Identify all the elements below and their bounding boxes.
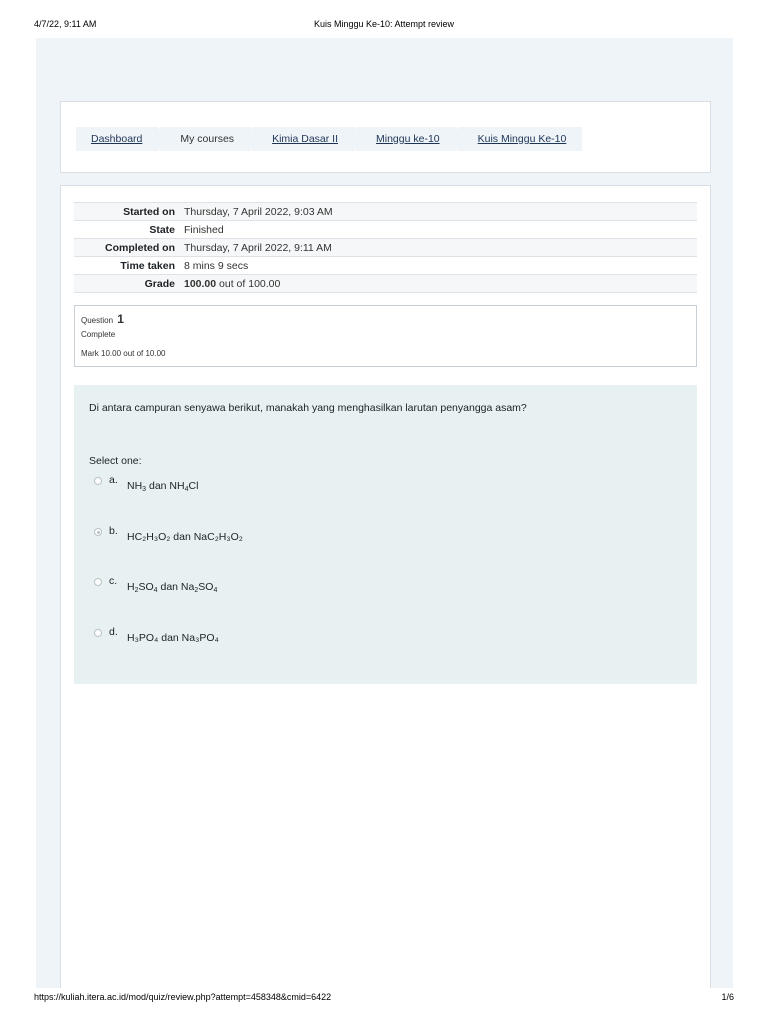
text-part: NH [127, 480, 143, 492]
breadcrumb-label: My courses [180, 133, 235, 145]
attempt-summary-table [74, 202, 697, 293]
question-info-box [74, 305, 697, 367]
subscript: 3 [142, 486, 147, 493]
question-label: Question [81, 316, 114, 325]
text-part: H₃PO₄ dan Na₃PO₄ [127, 632, 219, 644]
summary-key: Grade [74, 275, 179, 293]
text-part: SO [138, 581, 154, 593]
summary-row [74, 221, 697, 239]
radio-button[interactable] [94, 528, 102, 536]
subscript: 4 [213, 587, 218, 594]
print-url: https://kuliah.itera.ac.id/mod/quiz/review.php?attempt=458348&cmid=6422 [34, 992, 332, 1002]
breadcrumb [76, 127, 584, 151]
radio-button[interactable] [94, 477, 102, 485]
print-footer [0, 992, 768, 1006]
question-number-value: 1 [117, 312, 124, 326]
breadcrumb-item-2[interactable] [252, 127, 354, 151]
summary-row [74, 203, 697, 221]
subscript: 4 [184, 486, 189, 493]
question-text: Di antara campuran senyawa berikut, manakah yang menghasilkan larutan penyangga asam? [89, 402, 527, 414]
option-letter: c. [109, 575, 118, 587]
summary-row [74, 239, 697, 257]
attempt-review-card [60, 185, 711, 988]
print-datetime: 4/7/22, 9:11 AM [34, 19, 97, 29]
text-part: SO [198, 581, 214, 593]
summary-value [179, 275, 697, 293]
breadcrumb-label: Kuis Minggu Ke-10 [477, 133, 567, 145]
breadcrumb-item-4[interactable] [458, 127, 583, 151]
summary-row [74, 275, 697, 293]
option-text [127, 581, 217, 593]
summary-value: Finished [179, 221, 697, 239]
grade-score: 100.00 [184, 277, 217, 290]
option-letter: b. [109, 525, 118, 537]
question-number [81, 312, 124, 326]
summary-value: Thursday, 7 April 2022, 9:03 AM [179, 203, 697, 221]
option-text [127, 531, 243, 543]
radio-button[interactable] [94, 629, 102, 637]
text-part: dan NH [146, 480, 185, 492]
print-page-number: 1/6 [721, 992, 734, 1002]
option-letter: d. [109, 626, 118, 638]
subscript: 2 [134, 587, 139, 594]
select-one-label: Select one: [89, 455, 142, 467]
subscript: 2 [194, 587, 199, 594]
subscript: 4 [153, 587, 158, 594]
question-content [74, 385, 697, 684]
summary-key: Started on [74, 203, 179, 221]
summary-key: Time taken [74, 257, 179, 275]
option-letter: a. [109, 474, 118, 486]
text-part: H [127, 581, 135, 593]
option-text [127, 480, 198, 492]
summary-value: 8 mins 9 secs [179, 257, 697, 275]
question-mark: Mark 10.00 out of 10.00 [81, 349, 166, 358]
summary-key: State [74, 221, 179, 239]
text-part: HC₂H₃O₂ dan NaC₂H₃O₂ [127, 531, 243, 543]
breadcrumb-label: Minggu ke-10 [376, 133, 440, 145]
question-state: Complete [81, 330, 116, 339]
breadcrumb-item-3[interactable] [356, 127, 456, 151]
summary-value: Thursday, 7 April 2022, 9:11 AM [179, 239, 697, 257]
breadcrumb-label: Dashboard [91, 133, 143, 145]
print-title: Kuis Minggu Ke-10: Attempt review [313, 19, 455, 29]
breadcrumb-label: Kimia Dasar II [272, 133, 338, 145]
radio-button[interactable] [94, 578, 102, 586]
breadcrumb-item-1 [160, 127, 250, 151]
breadcrumb-card [60, 101, 711, 173]
text-part: Cl [188, 480, 199, 492]
summary-row [74, 257, 697, 275]
summary-key: Completed on [74, 239, 179, 257]
print-header [0, 19, 768, 33]
option-text [127, 632, 219, 644]
text-part: dan Na [157, 581, 195, 593]
breadcrumb-item-0[interactable] [76, 127, 158, 151]
grade-total: out of 100.00 [216, 277, 281, 290]
